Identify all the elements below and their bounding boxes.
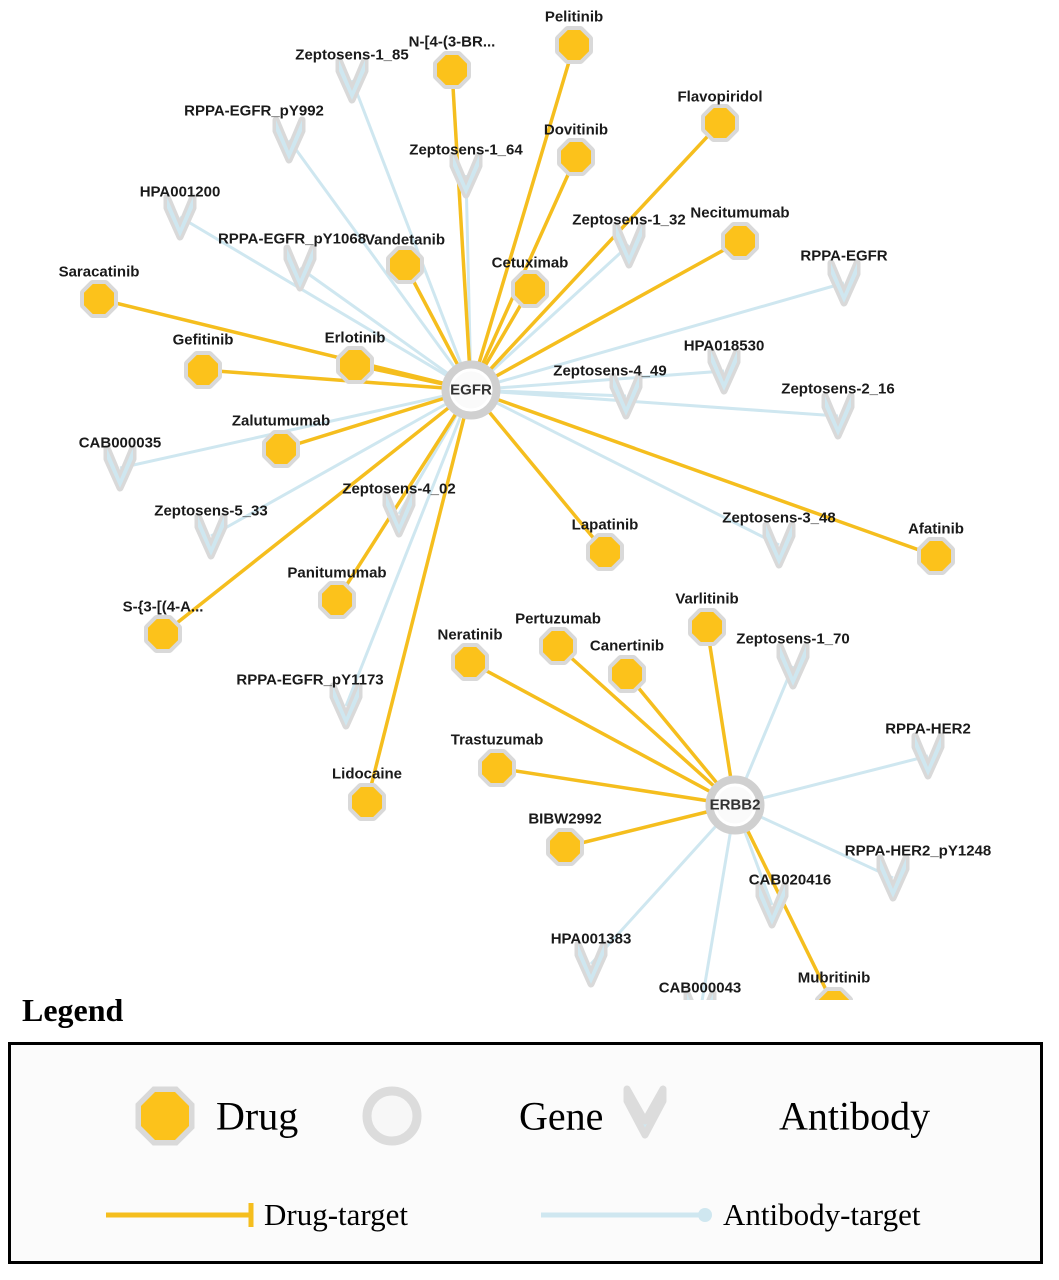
drug-node[interactable] <box>148 619 178 649</box>
antibody-label: RPPA-EGFR_pY992 <box>184 102 324 120</box>
legend-box <box>8 1042 1043 1264</box>
drug-node[interactable] <box>543 631 573 661</box>
drug-node[interactable] <box>559 30 589 60</box>
gene-label: ERBB2 <box>709 796 761 814</box>
antibody-label: CAB000043 <box>658 979 742 997</box>
antibody-target-edge <box>352 80 471 390</box>
antibody-node[interactable] <box>687 993 713 1000</box>
drug-node[interactable] <box>188 355 218 385</box>
drug-label: Pertuzumab <box>515 610 601 628</box>
drug-label: Lidocaine <box>331 765 403 783</box>
antibody-label: HPA001383 <box>550 930 632 948</box>
antibody-target-edge <box>700 805 735 1000</box>
drug-node[interactable] <box>352 787 382 817</box>
antibody-label: CAB020416 <box>748 871 832 889</box>
antibody-label: RPPA-HER2_pY1248 <box>844 842 992 860</box>
gene-node[interactable] <box>446 365 496 415</box>
drug-target-edge <box>337 390 471 600</box>
antibody-label: RPPA-EGFR_pY1173 <box>236 671 384 689</box>
antibody-label: CAB000035 <box>78 434 162 452</box>
drug-node[interactable] <box>340 350 370 380</box>
legend-antibody-target-edge <box>541 1208 712 1222</box>
antibody-label: Zeptosens-5_33 <box>154 502 268 520</box>
antibody-label: HPA018530 <box>683 337 765 355</box>
drug-node[interactable] <box>84 284 114 314</box>
legend-label-gene: Gene <box>519 1093 604 1139</box>
drug-label: Gefitinib <box>172 331 234 349</box>
drug-target-edge <box>163 390 471 634</box>
drug-label: Mubritinib <box>797 969 871 987</box>
drug-label: Necitumumab <box>690 204 790 222</box>
antibody-label: RPPA-EGFR_pY1068 <box>217 230 367 248</box>
drug-label: Vandetanib <box>364 231 446 249</box>
antibody-label: HPA001200 <box>139 183 221 201</box>
antibody-label: Zeptosens-1_70 <box>736 630 850 648</box>
antibody-label: RPPA-EGFR <box>800 247 888 265</box>
legend-label-drug-target: Drug-target <box>264 1197 409 1232</box>
antibody-target-edge <box>735 756 928 805</box>
drug-label: Cetuximab <box>491 254 569 272</box>
drug-node[interactable] <box>692 612 722 642</box>
drug-target-edge <box>471 241 740 390</box>
drug-node[interactable] <box>482 753 512 783</box>
legend-antibody-icon <box>627 1089 663 1135</box>
drug-label: S-{3-[(4-A... <box>122 598 204 616</box>
drug-label: Panitumumab <box>287 564 387 582</box>
drug-label: Canertinib <box>589 637 665 655</box>
drug-label: Afatinib <box>908 520 964 538</box>
drug-label: Flavopiridol <box>677 88 763 106</box>
drug-label: Neratinib <box>437 626 503 644</box>
drug-node[interactable] <box>725 226 755 256</box>
drug-label: Saracatinib <box>58 263 140 281</box>
antibody-label: RPPA-HER2 <box>885 720 971 738</box>
drug-label: Lapatinib <box>571 516 639 534</box>
drug-node[interactable] <box>266 434 296 464</box>
antibody-label: Zeptosens-1_64 <box>409 141 523 159</box>
drug-target-edge <box>471 123 720 390</box>
legend-drug-target-edge <box>106 1203 251 1227</box>
antibody-label: Zeptosens-4_02 <box>342 480 456 498</box>
drug-node[interactable] <box>390 250 420 280</box>
drug-label: Varlitinib <box>675 590 739 608</box>
gene-node[interactable] <box>710 780 760 830</box>
legend-drug-icon <box>141 1092 189 1140</box>
gene-label: EGFR <box>450 381 492 399</box>
legend-label-drug: Drug <box>216 1093 299 1139</box>
drug-node[interactable] <box>455 647 485 677</box>
drug-node[interactable] <box>322 585 352 615</box>
antibody-label: Zeptosens-1_32 <box>572 211 686 229</box>
drug-node[interactable] <box>921 541 951 571</box>
drug-target-edge <box>471 45 574 390</box>
drug-node[interactable] <box>590 537 620 567</box>
drug-label: BIBW2992 <box>528 810 602 828</box>
legend-gene-icon <box>367 1091 417 1141</box>
antibody-label: Zeptosens-1_85 <box>295 46 409 64</box>
drug-target-edge <box>367 390 471 802</box>
antibody-target-edge <box>180 217 471 390</box>
antibody-label: Zeptosens-3_48 <box>722 509 836 527</box>
drug-node[interactable] <box>561 142 591 172</box>
drug-label: N-[4-(3-BR... <box>408 33 496 51</box>
drug-label: Trastuzumab <box>450 731 544 749</box>
drug-node[interactable] <box>705 108 735 138</box>
drug-node[interactable] <box>550 832 580 862</box>
legend-label-antibody: Antibody <box>779 1093 931 1139</box>
drug-node[interactable] <box>819 991 849 1000</box>
legend-label-antibody-target: Antibody-target <box>723 1197 921 1232</box>
drug-label: Pelitinib <box>544 8 604 26</box>
legend-title: Legend <box>22 992 124 1028</box>
antibody-target-edge <box>471 390 838 416</box>
drug-label: Dovitinib <box>543 121 609 139</box>
drug-label: Zalutumumab <box>231 412 331 430</box>
antibody-label: Zeptosens-2_16 <box>781 380 895 398</box>
drug-node[interactable] <box>515 274 545 304</box>
antibody-label: Zeptosens-4_49 <box>553 362 667 380</box>
drug-node[interactable] <box>437 55 467 85</box>
antibody-target-edge <box>211 390 471 536</box>
drug-label: Erlotinib <box>324 329 386 347</box>
drug-node[interactable] <box>612 659 642 689</box>
